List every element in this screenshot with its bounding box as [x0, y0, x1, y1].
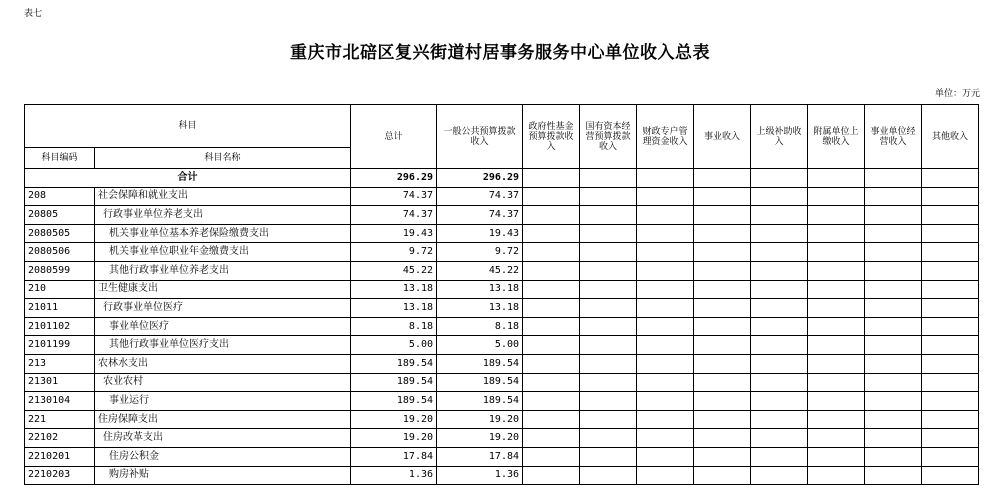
table-row	[25, 336, 979, 355]
empty-cell	[523, 429, 580, 448]
subject-code: 2080506	[25, 243, 95, 262]
empty-cell	[808, 206, 865, 225]
empty-cell	[637, 317, 694, 336]
empty-cell	[523, 373, 580, 392]
empty-cell	[808, 261, 865, 280]
row-general: 189.54	[437, 354, 523, 373]
empty-cell	[808, 299, 865, 318]
empty-cell	[751, 373, 808, 392]
header-business: 事业收入	[694, 105, 751, 169]
total-sum: 296.29	[351, 169, 437, 188]
row-general: 74.37	[437, 206, 523, 225]
row-total: 17.84	[351, 447, 437, 466]
header-operation: 事业单位经营收入	[865, 105, 922, 169]
empty-cell	[751, 317, 808, 336]
row-total: 5.00	[351, 336, 437, 355]
row-total: 74.37	[351, 187, 437, 206]
empty-cell	[523, 410, 580, 429]
total-label: 合计	[25, 169, 351, 188]
subject-name: 行政事业单位养老支出	[95, 206, 351, 225]
empty-cell	[580, 373, 637, 392]
empty-cell	[751, 392, 808, 411]
subject-code: 208	[25, 187, 95, 206]
page-title: 重庆市北碚区复兴街道村居事务服务中心单位收入总表	[290, 43, 710, 63]
table-row	[25, 187, 979, 206]
empty-cell	[751, 206, 808, 225]
subject-name: 行政事业单位医疗	[95, 299, 351, 318]
empty-cell	[865, 447, 922, 466]
header-superior: 上级补助收入	[751, 105, 808, 169]
row-total: 9.72	[351, 243, 437, 262]
empty-cell	[751, 243, 808, 262]
empty-cell	[580, 243, 637, 262]
empty-cell	[637, 187, 694, 206]
empty-cell	[865, 206, 922, 225]
empty-cell	[808, 392, 865, 411]
empty-cell	[751, 354, 808, 373]
row-total: 19.20	[351, 429, 437, 448]
row-total: 189.54	[351, 373, 437, 392]
empty-cell	[523, 466, 580, 485]
row-total: 189.54	[351, 392, 437, 411]
empty-cell	[523, 392, 580, 411]
empty-cell	[637, 243, 694, 262]
empty-cell	[922, 224, 979, 243]
empty-cell	[694, 169, 751, 188]
header-name: 科目名称	[95, 148, 351, 169]
row-general: 19.20	[437, 429, 523, 448]
empty-cell	[637, 206, 694, 225]
empty-cell	[637, 429, 694, 448]
row-general: 13.18	[437, 280, 523, 299]
subject-name: 住房保障支出	[95, 410, 351, 429]
empty-cell	[922, 317, 979, 336]
empty-cell	[808, 447, 865, 466]
empty-cell	[865, 243, 922, 262]
empty-cell	[637, 336, 694, 355]
row-general: 13.18	[437, 299, 523, 318]
empty-cell	[637, 354, 694, 373]
empty-cell	[523, 169, 580, 188]
empty-cell	[808, 354, 865, 373]
empty-cell	[637, 373, 694, 392]
empty-cell	[751, 299, 808, 318]
empty-cell	[922, 410, 979, 429]
empty-cell	[922, 169, 979, 188]
empty-cell	[751, 187, 808, 206]
subject-name: 社会保障和就业支出	[95, 187, 351, 206]
subject-code: 2130104	[25, 392, 95, 411]
header-code: 科目编码	[25, 148, 95, 169]
empty-cell	[523, 187, 580, 206]
subject-name: 住房公积金	[95, 447, 351, 466]
empty-cell	[751, 410, 808, 429]
empty-cell	[922, 299, 979, 318]
empty-cell	[751, 466, 808, 485]
empty-cell	[751, 280, 808, 299]
row-general: 45.22	[437, 261, 523, 280]
empty-cell	[580, 392, 637, 411]
unit-label: 单位：万元	[934, 89, 980, 99]
subject-name: 机关事业单位职业年金缴费支出	[95, 243, 351, 262]
total-general: 296.29	[437, 169, 523, 188]
empty-cell	[865, 280, 922, 299]
subject-code: 21011	[25, 299, 95, 318]
table-row	[25, 447, 979, 466]
total-row	[25, 169, 979, 188]
row-total: 1.36	[351, 466, 437, 485]
empty-cell	[580, 336, 637, 355]
header-subject: 科目	[25, 105, 351, 148]
header-other: 其他收入	[922, 105, 979, 169]
empty-cell	[694, 392, 751, 411]
empty-cell	[580, 466, 637, 485]
empty-cell	[865, 317, 922, 336]
empty-cell	[865, 354, 922, 373]
table-tag: 表七	[24, 9, 43, 19]
empty-cell	[637, 447, 694, 466]
empty-cell	[694, 243, 751, 262]
table-row	[25, 410, 979, 429]
subject-name: 购房补贴	[95, 466, 351, 485]
empty-cell	[523, 243, 580, 262]
empty-cell	[580, 299, 637, 318]
empty-cell	[865, 187, 922, 206]
header-gov-fund: 政府性基金预算拨款收入	[523, 105, 580, 169]
row-total: 19.20	[351, 410, 437, 429]
empty-cell	[637, 169, 694, 188]
table-row	[25, 373, 979, 392]
empty-cell	[751, 336, 808, 355]
empty-cell	[580, 206, 637, 225]
empty-cell	[808, 169, 865, 188]
empty-cell	[694, 261, 751, 280]
subject-code: 2101102	[25, 317, 95, 336]
empty-cell	[694, 224, 751, 243]
table-row	[25, 261, 979, 280]
row-general: 74.37	[437, 187, 523, 206]
empty-cell	[580, 429, 637, 448]
empty-cell	[694, 317, 751, 336]
subject-code: 22102	[25, 429, 95, 448]
empty-cell	[694, 410, 751, 429]
row-general: 189.54	[437, 392, 523, 411]
row-total: 189.54	[351, 354, 437, 373]
empty-cell	[637, 392, 694, 411]
row-total: 8.18	[351, 317, 437, 336]
empty-cell	[694, 299, 751, 318]
empty-cell	[865, 429, 922, 448]
empty-cell	[580, 447, 637, 466]
empty-cell	[865, 299, 922, 318]
empty-cell	[922, 187, 979, 206]
empty-cell	[922, 206, 979, 225]
table-body	[25, 169, 979, 485]
empty-cell	[580, 280, 637, 299]
empty-cell	[637, 299, 694, 318]
empty-cell	[580, 224, 637, 243]
row-total: 19.43	[351, 224, 437, 243]
empty-cell	[580, 187, 637, 206]
empty-cell	[922, 392, 979, 411]
empty-cell	[922, 466, 979, 485]
table-row	[25, 206, 979, 225]
empty-cell	[637, 280, 694, 299]
empty-cell	[580, 169, 637, 188]
empty-cell	[637, 261, 694, 280]
subject-code: 2080599	[25, 261, 95, 280]
empty-cell	[580, 410, 637, 429]
subject-code: 20805	[25, 206, 95, 225]
empty-cell	[523, 224, 580, 243]
subject-name: 事业运行	[95, 392, 351, 411]
empty-cell	[580, 354, 637, 373]
income-summary-table	[24, 104, 979, 485]
subject-code: 21301	[25, 373, 95, 392]
empty-cell	[865, 224, 922, 243]
empty-cell	[922, 447, 979, 466]
empty-cell	[694, 466, 751, 485]
subject-name: 事业单位医疗	[95, 317, 351, 336]
header-affiliated: 附属单位上缴收入	[808, 105, 865, 169]
empty-cell	[694, 206, 751, 225]
empty-cell	[865, 392, 922, 411]
empty-cell	[865, 466, 922, 485]
empty-cell	[694, 447, 751, 466]
empty-cell	[751, 224, 808, 243]
row-total: 13.18	[351, 280, 437, 299]
subject-name: 其他行政事业单位养老支出	[95, 261, 351, 280]
table-row	[25, 299, 979, 318]
subject-name: 农林水支出	[95, 354, 351, 373]
empty-cell	[922, 243, 979, 262]
empty-cell	[751, 429, 808, 448]
subject-code: 2080505	[25, 224, 95, 243]
empty-cell	[523, 317, 580, 336]
row-total: 74.37	[351, 206, 437, 225]
empty-cell	[637, 410, 694, 429]
empty-cell	[694, 373, 751, 392]
row-general: 5.00	[437, 336, 523, 355]
subject-code: 221	[25, 410, 95, 429]
empty-cell	[751, 447, 808, 466]
empty-cell	[865, 261, 922, 280]
header-total: 总计	[351, 105, 437, 169]
empty-cell	[808, 373, 865, 392]
header-special: 财政专户管理资金收入	[637, 105, 694, 169]
empty-cell	[808, 466, 865, 485]
empty-cell	[694, 429, 751, 448]
empty-cell	[922, 336, 979, 355]
empty-cell	[922, 354, 979, 373]
table-row	[25, 392, 979, 411]
table-row	[25, 280, 979, 299]
empty-cell	[865, 410, 922, 429]
empty-cell	[922, 429, 979, 448]
row-total: 13.18	[351, 299, 437, 318]
header-general: 一般公共预算拨款收入	[437, 105, 523, 169]
subject-code: 213	[25, 354, 95, 373]
empty-cell	[523, 447, 580, 466]
table-row	[25, 429, 979, 448]
empty-cell	[808, 224, 865, 243]
empty-cell	[865, 373, 922, 392]
empty-cell	[808, 317, 865, 336]
subject-code: 2101199	[25, 336, 95, 355]
row-general: 19.43	[437, 224, 523, 243]
subject-code: 2210203	[25, 466, 95, 485]
empty-cell	[808, 280, 865, 299]
row-general: 19.20	[437, 410, 523, 429]
empty-cell	[694, 280, 751, 299]
table-row	[25, 466, 979, 485]
empty-cell	[922, 280, 979, 299]
empty-cell	[580, 317, 637, 336]
row-general: 9.72	[437, 243, 523, 262]
table-row	[25, 354, 979, 373]
table-row	[25, 243, 979, 262]
empty-cell	[523, 336, 580, 355]
header-state-capital: 国有资本经营预算拨款收入	[580, 105, 637, 169]
row-general: 17.84	[437, 447, 523, 466]
subject-name: 农业农村	[95, 373, 351, 392]
row-general: 189.54	[437, 373, 523, 392]
empty-cell	[808, 429, 865, 448]
subject-name: 住房改革支出	[95, 429, 351, 448]
empty-cell	[808, 336, 865, 355]
empty-cell	[751, 261, 808, 280]
empty-cell	[808, 187, 865, 206]
empty-cell	[808, 243, 865, 262]
empty-cell	[694, 336, 751, 355]
empty-cell	[865, 169, 922, 188]
subject-name: 卫生健康支出	[95, 280, 351, 299]
empty-cell	[637, 224, 694, 243]
subject-code: 210	[25, 280, 95, 299]
row-total: 45.22	[351, 261, 437, 280]
empty-cell	[523, 354, 580, 373]
empty-cell	[523, 206, 580, 225]
empty-cell	[922, 261, 979, 280]
empty-cell	[694, 187, 751, 206]
empty-cell	[694, 354, 751, 373]
row-general: 1.36	[437, 466, 523, 485]
empty-cell	[865, 336, 922, 355]
empty-cell	[637, 466, 694, 485]
empty-cell	[580, 261, 637, 280]
table-row	[25, 224, 979, 243]
subject-code: 2210201	[25, 447, 95, 466]
empty-cell	[523, 299, 580, 318]
empty-cell	[523, 261, 580, 280]
empty-cell	[808, 410, 865, 429]
empty-cell	[523, 280, 580, 299]
empty-cell	[751, 169, 808, 188]
subject-name: 其他行政事业单位医疗支出	[95, 336, 351, 355]
table-row	[25, 317, 979, 336]
subject-name: 机关事业单位基本养老保险缴费支出	[95, 224, 351, 243]
row-general: 8.18	[437, 317, 523, 336]
empty-cell	[922, 373, 979, 392]
